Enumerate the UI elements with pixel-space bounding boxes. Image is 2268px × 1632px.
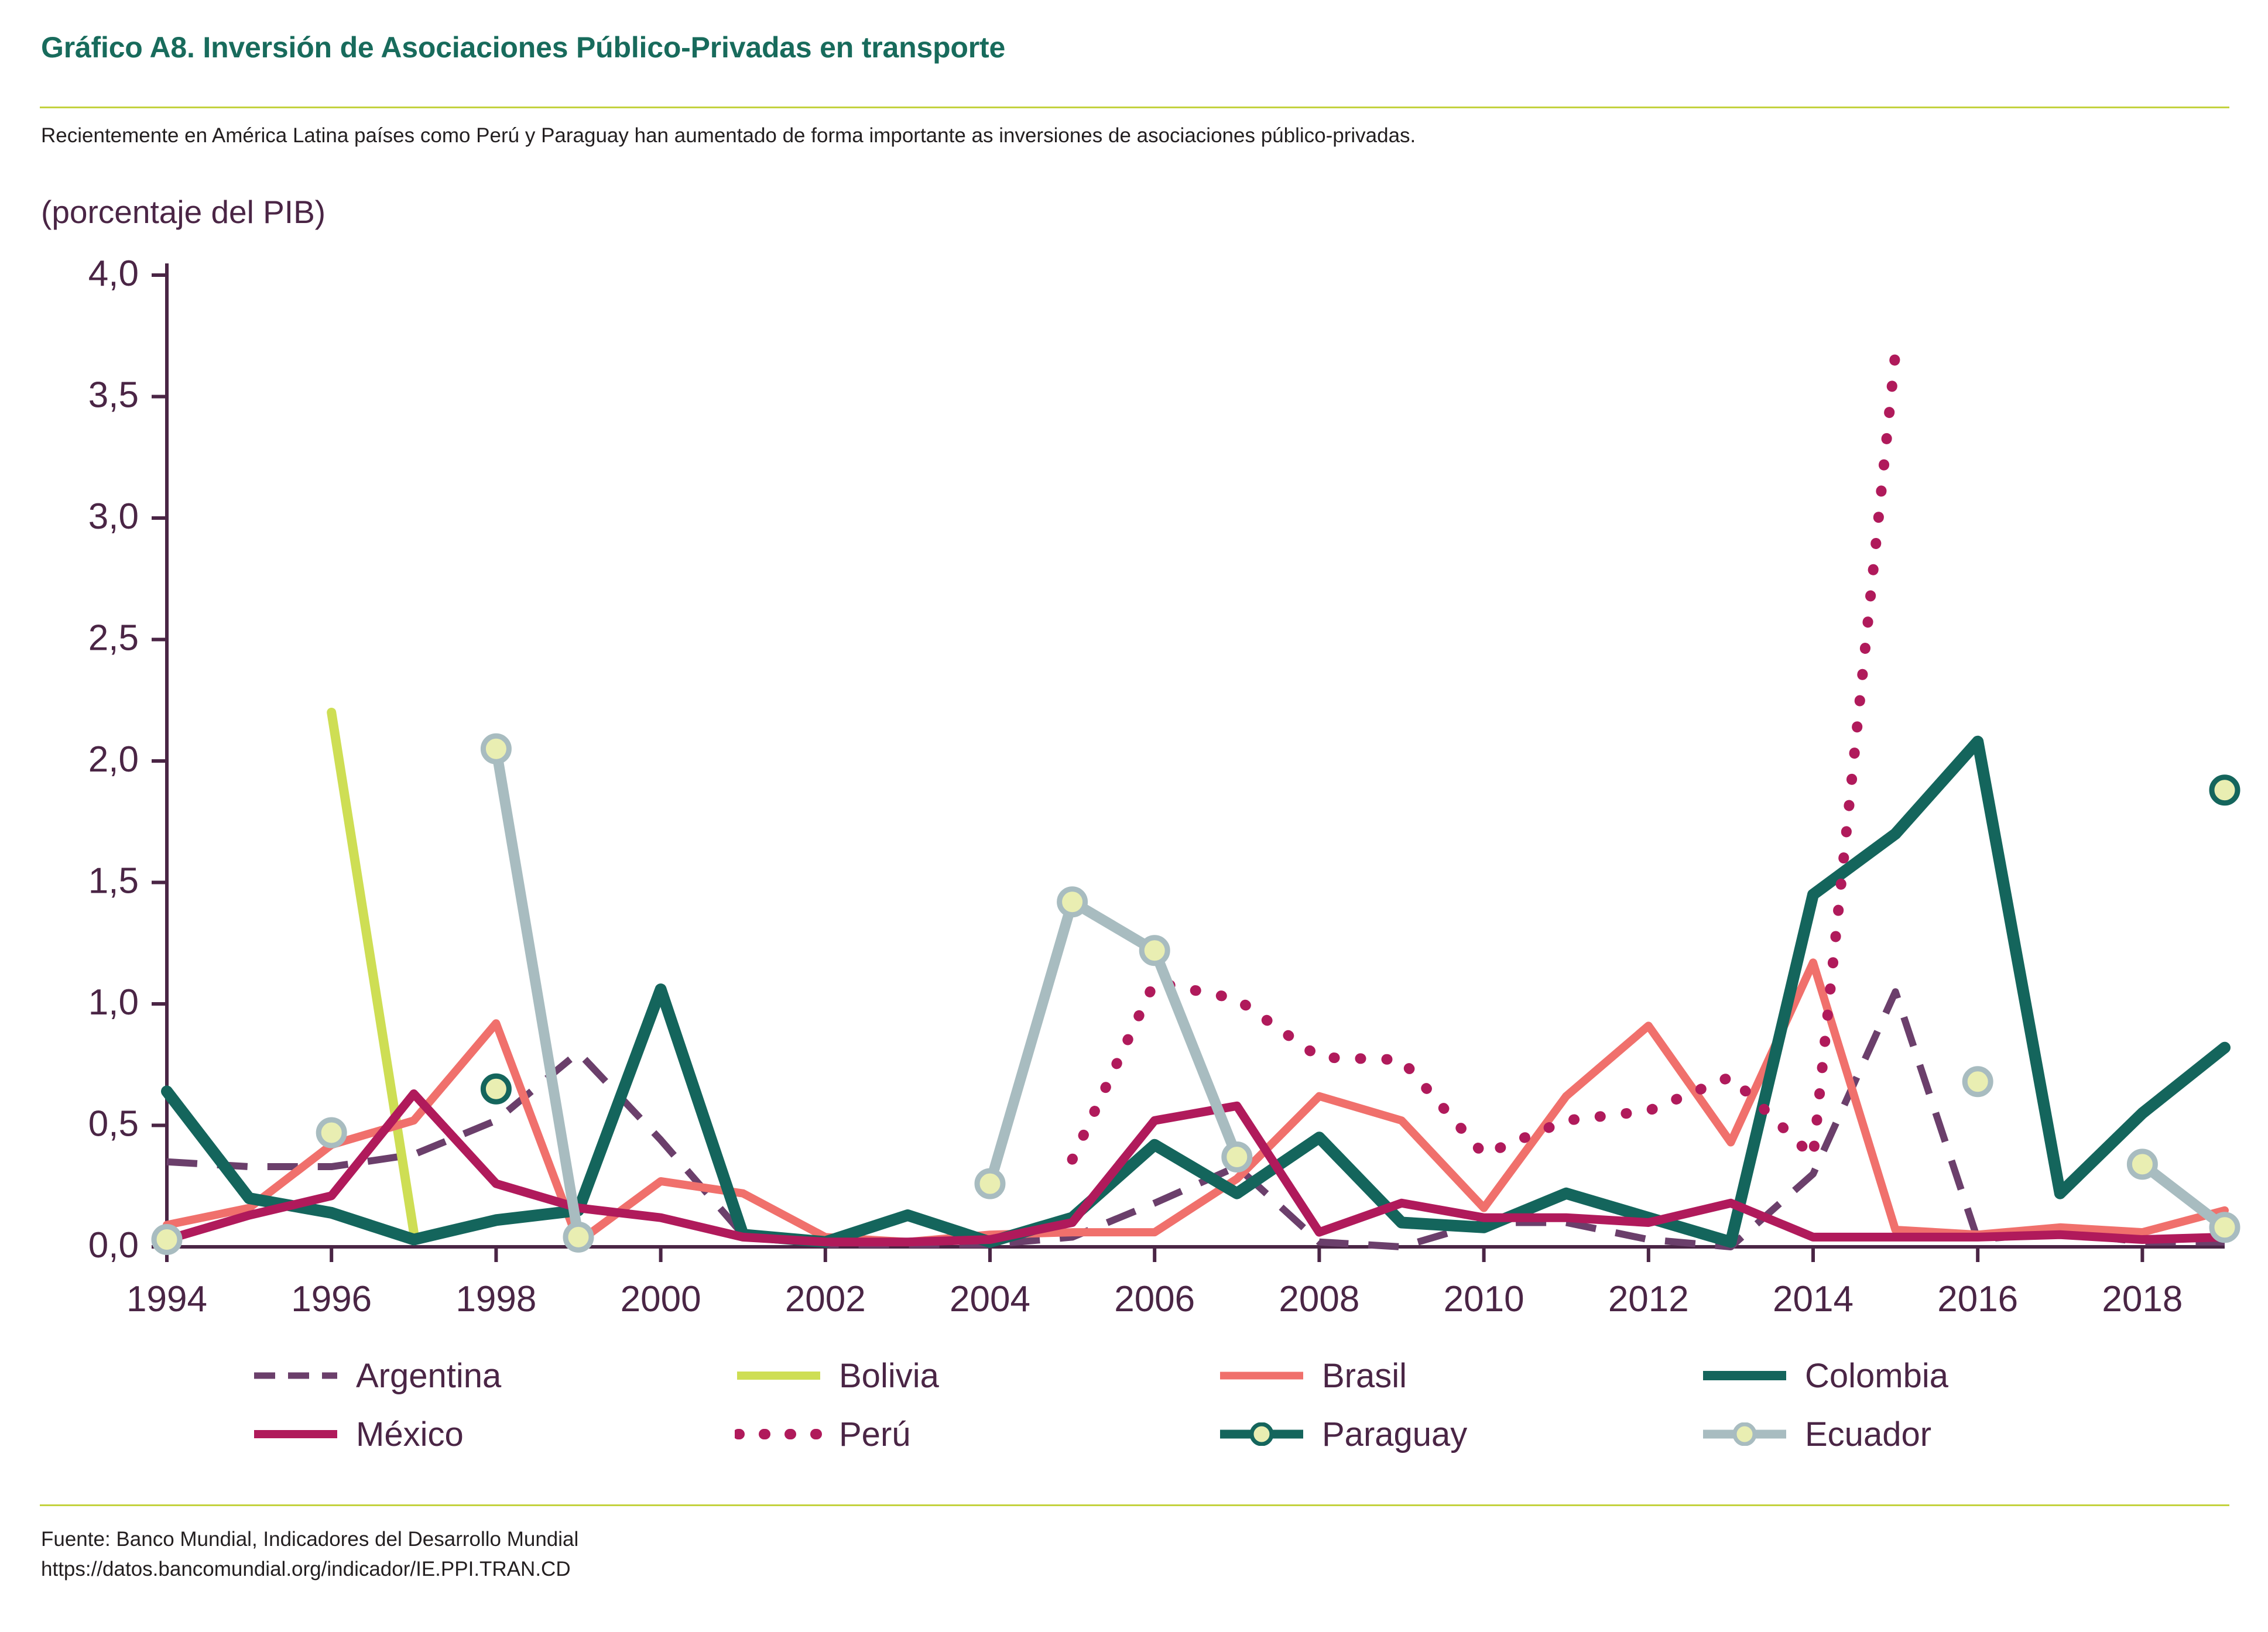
y-tick-label: 0,5 — [88, 1103, 139, 1144]
legend-row-1 — [252, 1346, 2184, 1405]
x-tick-label: 1994 — [126, 1279, 207, 1319]
legend-item-peru[interactable] — [735, 1415, 1218, 1454]
legend-label-ecuador: Ecuador — [1805, 1415, 1932, 1453]
legend-label-colombia: Colombia — [1805, 1356, 1948, 1395]
legend-label-brasil: Brasil — [1322, 1356, 1407, 1395]
footer-divider — [40, 1504, 2229, 1506]
x-tick-label: 2004 — [950, 1279, 1030, 1319]
series-marker-ecuador — [977, 1171, 1003, 1196]
y-tick-label: 0,0 — [88, 1225, 139, 1266]
x-tick-label: 2000 — [620, 1279, 701, 1319]
x-tick-label: 2010 — [1443, 1279, 1524, 1319]
legend-item-colombia[interactable] — [1701, 1356, 2184, 1396]
x-tick-label: 2012 — [1608, 1279, 1689, 1319]
y-tick-label: 1,0 — [88, 982, 139, 1023]
legend-swatch-mexico — [252, 1422, 340, 1446]
series-line-perú — [1073, 353, 1896, 1160]
legend-swatch-ecuador — [1701, 1422, 1789, 1446]
series-marker-ecuador — [483, 736, 509, 762]
series-line-bolivia — [331, 712, 414, 1232]
x-tick-label: 1998 — [455, 1279, 537, 1319]
x-tick-label: 2018 — [2102, 1279, 2183, 1319]
source-note — [41, 1525, 578, 1585]
series-line-ecuador — [496, 749, 578, 1237]
series-marker-ecuador — [154, 1227, 180, 1253]
series-marker-paraguay — [2212, 777, 2238, 803]
x-tick-label: 2016 — [1937, 1279, 2019, 1319]
series-marker-ecuador — [2129, 1151, 2155, 1177]
source-line-2[interactable]: https://datos.bancomundial.org/indicador/IE.PPI.TRAN.CD — [41, 1557, 571, 1580]
chart-legend — [252, 1346, 2184, 1463]
series-marker-ecuador — [2212, 1215, 2238, 1240]
legend-item-ecuador[interactable] — [1701, 1415, 2184, 1454]
legend-swatch-paraguay — [1218, 1422, 1306, 1446]
legend-label-bolivia: Bolivia — [839, 1356, 939, 1395]
legend-swatch-peru — [735, 1422, 823, 1446]
y-tick-label: 2,0 — [88, 739, 139, 780]
x-tick-label: 1996 — [291, 1279, 372, 1319]
legend-row-2 — [252, 1405, 2184, 1463]
legend-item-mexico[interactable] — [252, 1415, 735, 1454]
legend-label-argentina: Argentina — [356, 1356, 502, 1395]
legend-swatch-argentina — [252, 1364, 340, 1387]
legend-swatch-colombia — [1701, 1364, 1789, 1387]
series-marker-ecuador — [1142, 938, 1167, 964]
page-title: Gráfico A8. Inversión de Asociaciones Público-Privadas en transporte — [41, 31, 1006, 64]
y-tick-label: 4,0 — [88, 253, 139, 294]
legend-label-mexico: México — [356, 1415, 464, 1453]
series-line-ecuador — [990, 902, 1237, 1184]
y-tick-label: 2,5 — [88, 618, 139, 659]
page-subtitle: Recientemente en América Latina países como Perú y Paraguay han aumentado de forma importante as inversiones de asociaciones público-privadas. — [41, 124, 1416, 147]
x-tick-label: 2014 — [1773, 1279, 1854, 1319]
series-line-brasil — [167, 962, 2225, 1242]
source-line-1: Fuente: Banco Mundial, Indicadores del Desarrollo Mundial — [41, 1528, 579, 1551]
series-marker-ecuador — [318, 1120, 344, 1146]
legend-swatch-bolivia — [735, 1364, 823, 1387]
legend-item-paraguay[interactable] — [1218, 1415, 1701, 1454]
legend-item-brasil[interactable] — [1218, 1356, 1701, 1396]
legend-item-bolivia[interactable] — [735, 1356, 1218, 1396]
series-marker-ecuador — [566, 1224, 591, 1250]
y-tick-label: 3,5 — [88, 375, 139, 416]
series-marker-ecuador — [1224, 1144, 1250, 1170]
legend-item-argentina[interactable] — [252, 1356, 735, 1396]
legend-label-paraguay: Paraguay — [1322, 1415, 1468, 1453]
series-marker-paraguay — [483, 1076, 509, 1102]
series-marker-ecuador — [1060, 889, 1085, 915]
series-marker-ecuador — [1965, 1069, 1991, 1095]
legend-label-peru: Perú — [839, 1415, 911, 1453]
y-axis-unit-label: (porcentaje del PIB) — [41, 194, 326, 230]
x-tick-label: 2002 — [784, 1279, 866, 1319]
y-tick-label: 3,0 — [88, 496, 139, 537]
x-tick-label: 2008 — [1279, 1279, 1360, 1319]
y-tick-label: 1,5 — [88, 860, 139, 901]
legend-swatch-brasil — [1218, 1364, 1306, 1387]
x-tick-label: 2006 — [1114, 1279, 1195, 1319]
